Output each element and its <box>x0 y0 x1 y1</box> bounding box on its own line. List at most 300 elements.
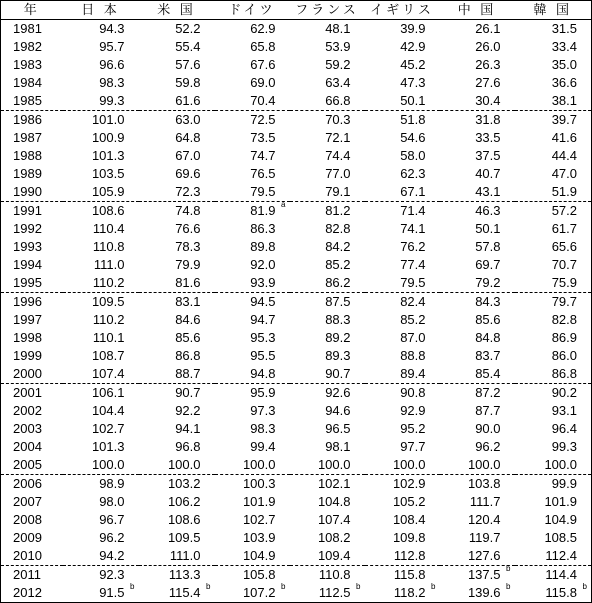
index-value: 100.0 <box>242 457 276 472</box>
year-cell: 1981 <box>13 21 42 36</box>
index-value: 104.9 <box>242 548 276 563</box>
index-value: 81.6 <box>175 275 201 290</box>
index-value: 103.5 <box>91 166 125 181</box>
usa-value-cell <box>139 274 215 293</box>
uk-value-cell <box>365 111 440 130</box>
index-value: 99.9 <box>551 476 577 491</box>
index-value: 76.6 <box>175 221 201 236</box>
usa-value-cell <box>139 38 215 56</box>
year-cell: 1997 <box>13 312 42 327</box>
index-value: 78.3 <box>175 239 201 254</box>
index-value: 88.3 <box>325 312 351 327</box>
header-uk: イギリス <box>365 1 440 20</box>
germany-value-cell <box>215 311 290 329</box>
index-value: 76.2 <box>400 239 426 254</box>
france-value-cell <box>290 456 365 475</box>
index-value: 93.9 <box>250 275 276 290</box>
index-value: 63.4 <box>325 75 351 90</box>
china-value-cell <box>440 274 515 293</box>
china-value-cell <box>440 384 515 403</box>
usa-value-cell <box>139 311 215 329</box>
index-value: 94.8 <box>250 366 276 381</box>
japan-value-cell <box>63 165 139 183</box>
index-value: 103.9 <box>242 530 276 545</box>
index-value: 120.4 <box>467 512 501 527</box>
korea-value-cell <box>515 475 592 494</box>
year-cell: 2002 <box>13 403 42 418</box>
uk-value-cell <box>365 293 440 312</box>
index-value: 95.3 <box>250 330 276 345</box>
index-value: 105.9 <box>91 184 125 199</box>
china-value-cell <box>440 238 515 256</box>
china-value-cell <box>440 165 515 183</box>
table-row <box>1 365 592 384</box>
table-row <box>1 165 592 183</box>
index-value: 89.8 <box>250 239 276 254</box>
index-value: 101.3 <box>91 148 125 163</box>
china-value-cell <box>440 511 515 529</box>
header-korea: 韓 国 <box>515 1 592 20</box>
germany-value-cell <box>215 274 290 293</box>
index-value: 94.2 <box>99 548 125 563</box>
uk-value-cell <box>365 20 440 39</box>
index-value: 75.9 <box>551 275 577 290</box>
index-value: 85.6 <box>175 330 201 345</box>
index-value: 27.6 <box>475 75 501 90</box>
index-value: 89.3 <box>325 348 351 363</box>
index-value: 77.0 <box>325 166 351 181</box>
index-value: 41.6 <box>551 130 577 145</box>
index-value: 83.7 <box>475 348 501 363</box>
korea-value-cell <box>515 311 592 329</box>
usa-value-cell <box>139 56 215 74</box>
index-value: 67.1 <box>400 184 426 199</box>
index-value: 100.0 <box>467 457 501 472</box>
japan-value-cell <box>63 438 139 456</box>
uk-value-cell <box>365 274 440 293</box>
index-value: 100.3 <box>242 476 276 491</box>
index-value: 104.4 <box>91 403 125 418</box>
index-value: 58.0 <box>400 148 426 163</box>
japan-value-cell <box>63 365 139 384</box>
uk-value-cell <box>365 456 440 475</box>
year-cell: 2007 <box>13 494 42 509</box>
index-value: 57.8 <box>475 239 501 254</box>
china-value-cell <box>440 475 515 494</box>
china-value-cell <box>440 256 515 274</box>
index-value: 33.5 <box>475 130 501 145</box>
index-value: 69.6 <box>175 166 201 181</box>
table-row <box>1 511 592 529</box>
germany-value-cell <box>215 365 290 384</box>
germany-value-cell <box>215 129 290 147</box>
index-value: 100.0 <box>544 457 577 472</box>
uk-value-cell <box>365 547 440 566</box>
germany-value-cell <box>215 493 290 511</box>
index-value: 90.7 <box>175 385 201 400</box>
table-row <box>1 38 592 56</box>
table-row <box>1 74 592 92</box>
germany-value-cell <box>215 584 290 603</box>
japan-value-cell <box>63 92 139 111</box>
index-value: 26.1 <box>475 21 501 36</box>
index-value: 105.2 <box>392 494 426 509</box>
germany-value-cell <box>215 183 290 202</box>
france-value-cell <box>290 566 365 585</box>
footnote-marker: b <box>356 582 361 591</box>
index-value: 96.4 <box>551 421 577 436</box>
index-value: 111.7 <box>469 494 501 509</box>
france-value-cell <box>290 402 365 420</box>
year-cell: 1986 <box>13 112 42 127</box>
germany-value-cell <box>215 38 290 56</box>
japan-value-cell <box>63 38 139 56</box>
year-cell: 2012 <box>13 585 42 600</box>
index-value: 100.0 <box>392 457 426 472</box>
index-value: 86.3 <box>250 221 276 236</box>
germany-value-cell <box>215 529 290 547</box>
index-value: 99.3 <box>99 93 125 108</box>
index-value: 94.1 <box>175 421 201 436</box>
korea-value-cell <box>515 529 592 547</box>
table-row <box>1 129 592 147</box>
index-value: 109.5 <box>91 294 125 309</box>
index-value: 35.0 <box>551 57 577 72</box>
china-value-cell <box>440 56 515 74</box>
index-value: 104.8 <box>317 494 351 509</box>
france-value-cell <box>290 493 365 511</box>
index-value: 70.3 <box>325 112 351 127</box>
index-value: 69.7 <box>475 257 501 272</box>
usa-value-cell <box>139 293 215 312</box>
usa-value-cell <box>139 129 215 147</box>
korea-value-cell <box>515 256 592 274</box>
year-cell: 1999 <box>13 348 42 363</box>
index-value: 70.7 <box>551 257 577 272</box>
index-value: 112.8 <box>393 548 426 563</box>
usa-value-cell <box>139 547 215 566</box>
index-value: 65.8 <box>250 39 276 54</box>
index-value: 72.3 <box>175 184 201 199</box>
year-cell: 2001 <box>13 385 42 400</box>
france-value-cell <box>290 56 365 74</box>
china-value-cell <box>440 147 515 165</box>
france-value-cell <box>290 147 365 165</box>
table-row <box>1 311 592 329</box>
germany-value-cell <box>215 547 290 566</box>
index-value: 86.2 <box>325 275 351 290</box>
korea-value-cell <box>515 38 592 56</box>
index-value: 101.0 <box>91 112 125 127</box>
index-value: 81.2 <box>325 203 351 218</box>
index-value: 109.8 <box>392 530 426 545</box>
index-value: 101.3 <box>91 439 125 454</box>
index-value: 93.1 <box>551 403 577 418</box>
table-row <box>1 438 592 456</box>
china-value-cell <box>440 365 515 384</box>
usa-value-cell <box>139 584 215 603</box>
index-value: 88.7 <box>175 366 201 381</box>
index-value: 98.0 <box>99 494 125 509</box>
index-value: 54.6 <box>400 130 426 145</box>
uk-value-cell <box>365 129 440 147</box>
usa-value-cell <box>139 220 215 238</box>
table-row <box>1 256 592 274</box>
index-value: 95.2 <box>400 421 426 436</box>
germany-value-cell <box>215 20 290 39</box>
index-value: 40.7 <box>475 166 501 181</box>
table-row <box>1 566 592 585</box>
index-value: 105.8 <box>242 567 276 582</box>
index-value: 84.6 <box>175 312 201 327</box>
japan-value-cell <box>63 329 139 347</box>
index-value: 39.7 <box>551 112 577 127</box>
korea-value-cell <box>515 183 592 202</box>
china-value-cell <box>440 20 515 39</box>
germany-value-cell <box>215 329 290 347</box>
index-value: 115.8 <box>393 567 426 582</box>
france-value-cell <box>290 384 365 403</box>
korea-value-cell <box>515 20 592 39</box>
year-cell: 1993 <box>13 239 42 254</box>
japan-value-cell <box>63 238 139 256</box>
index-value: 94.6 <box>325 403 351 418</box>
index-value: 84.2 <box>325 239 351 254</box>
china-value-cell <box>440 584 515 603</box>
korea-value-cell <box>515 202 592 221</box>
index-value: 108.4 <box>392 512 426 527</box>
table-row <box>1 20 592 39</box>
france-value-cell <box>290 547 365 566</box>
index-value: 81.9 <box>250 203 276 218</box>
index-value: 89.2 <box>325 330 351 345</box>
year-cell: 2005 <box>1 456 63 475</box>
year-cell: 1991 <box>13 203 42 218</box>
germany-value-cell <box>215 293 290 312</box>
france-value-cell <box>290 475 365 494</box>
china-value-cell <box>440 547 515 566</box>
index-value: 62.9 <box>250 21 276 36</box>
france-value-cell <box>290 293 365 312</box>
uk-value-cell <box>365 566 440 585</box>
korea-value-cell <box>515 165 592 183</box>
index-value: 103.8 <box>467 476 501 491</box>
index-value: 39.9 <box>400 21 426 36</box>
usa-value-cell <box>139 256 215 274</box>
index-value: 96.6 <box>99 57 125 72</box>
index-value: 96.7 <box>99 512 125 527</box>
uk-value-cell <box>365 238 440 256</box>
usa-value-cell <box>139 165 215 183</box>
usa-value-cell <box>139 347 215 365</box>
index-value: 90.8 <box>400 385 426 400</box>
year-cell: 1983 <box>13 57 42 72</box>
index-value: 82.8 <box>325 221 351 236</box>
uk-value-cell <box>365 56 440 74</box>
index-value: 99.3 <box>551 439 577 454</box>
uk-value-cell <box>365 220 440 238</box>
france-value-cell <box>290 347 365 365</box>
japan-value-cell <box>63 475 139 494</box>
japan-value-cell <box>63 202 139 221</box>
header-france: フランス <box>290 1 365 20</box>
index-value: 85.6 <box>475 312 501 327</box>
japan-value-cell <box>63 293 139 312</box>
china-value-cell <box>440 456 515 475</box>
japan-value-cell <box>63 256 139 274</box>
header-germany: ドイツ <box>215 1 290 20</box>
table-row <box>1 402 592 420</box>
footnote-marker: b <box>130 582 135 591</box>
index-value: 108.6 <box>91 203 125 218</box>
korea-value-cell <box>515 56 592 74</box>
index-value: 74.8 <box>175 203 201 218</box>
index-value: 97.3 <box>250 403 276 418</box>
index-value: 92.6 <box>325 385 351 400</box>
japan-value-cell <box>63 347 139 365</box>
china-value-cell <box>440 183 515 202</box>
france-value-cell <box>290 165 365 183</box>
index-value: 79.5 <box>250 184 276 199</box>
korea-value-cell <box>515 493 592 511</box>
france-value-cell <box>290 365 365 384</box>
index-value: 90.2 <box>551 385 577 400</box>
china-value-cell <box>440 529 515 547</box>
index-value: 102.9 <box>392 476 426 491</box>
usa-value-cell <box>139 147 215 165</box>
index-value: 74.7 <box>250 148 276 163</box>
index-value: 111.0 <box>169 548 201 563</box>
index-value: 94.3 <box>99 21 125 36</box>
usa-value-cell <box>139 238 215 256</box>
france-value-cell <box>290 74 365 92</box>
japan-value-cell <box>63 402 139 420</box>
index-value: 102.1 <box>317 476 351 491</box>
korea-value-cell <box>515 111 592 130</box>
index-value: 139.6 <box>467 585 501 600</box>
index-value: 36.6 <box>551 75 577 90</box>
index-value: 98.3 <box>99 75 125 90</box>
index-value: 74.4 <box>325 148 351 163</box>
japan-value-cell <box>63 420 139 438</box>
korea-value-cell <box>515 584 592 603</box>
uk-value-cell <box>365 493 440 511</box>
usa-value-cell <box>139 384 215 403</box>
korea-value-cell <box>515 74 592 92</box>
index-value: 98.9 <box>99 476 125 491</box>
footnote-marker: b <box>206 582 211 591</box>
france-value-cell <box>290 238 365 256</box>
index-value: 57.2 <box>551 203 577 218</box>
year-cell: 1992 <box>13 221 42 236</box>
usa-value-cell <box>139 111 215 130</box>
germany-value-cell <box>215 384 290 403</box>
index-value: 67.0 <box>175 148 201 163</box>
france-value-cell <box>290 202 365 221</box>
index-value: 98.3 <box>250 421 276 436</box>
index-value: 110.8 <box>318 567 351 582</box>
korea-value-cell <box>515 365 592 384</box>
index-value: 97.7 <box>400 439 426 454</box>
index-value: 95.5 <box>250 348 276 363</box>
usa-value-cell <box>139 92 215 111</box>
index-value: 108.6 <box>167 512 201 527</box>
germany-value-cell <box>215 438 290 456</box>
header-usa: 米 国 <box>139 1 215 20</box>
index-value: 79.9 <box>175 257 201 272</box>
france-value-cell <box>290 420 365 438</box>
japan-value-cell <box>63 547 139 566</box>
korea-value-cell <box>515 274 592 293</box>
index-value: 70.4 <box>250 93 276 108</box>
index-value: 114.4 <box>545 567 577 582</box>
index-value: 33.4 <box>551 39 577 54</box>
footnote-marker: b <box>506 582 511 591</box>
index-value: 79.2 <box>475 275 501 290</box>
index-value: 84.3 <box>475 294 501 309</box>
footnote-marker: b <box>506 564 511 573</box>
index-value: 50.1 <box>475 221 501 236</box>
index-value: 95.7 <box>99 39 125 54</box>
index-value: 66.8 <box>325 93 351 108</box>
index-value: 74.1 <box>400 221 426 236</box>
korea-value-cell <box>515 147 592 165</box>
uk-value-cell <box>365 202 440 221</box>
index-value: 87.7 <box>475 403 501 418</box>
japan-value-cell <box>63 20 139 39</box>
year-cell: 1982 <box>13 39 42 54</box>
index-value: 86.0 <box>551 348 577 363</box>
index-value: 67.6 <box>250 57 276 72</box>
france-value-cell <box>290 329 365 347</box>
header-china: 中 国 <box>440 1 515 20</box>
index-value: 109.4 <box>317 548 351 563</box>
index-value: 44.4 <box>551 148 577 163</box>
index-value: 55.4 <box>175 39 201 54</box>
index-value: 51.9 <box>551 184 577 199</box>
index-value: 43.1 <box>475 184 501 199</box>
usa-value-cell <box>139 20 215 39</box>
footnote-marker: a <box>281 200 286 209</box>
china-value-cell <box>440 220 515 238</box>
uk-value-cell <box>365 311 440 329</box>
uk-value-cell <box>365 384 440 403</box>
germany-value-cell <box>215 511 290 529</box>
index-value: 46.3 <box>475 203 501 218</box>
table-row <box>1 56 592 74</box>
usa-value-cell <box>139 456 215 475</box>
index-value: 102.7 <box>242 512 276 527</box>
table-row <box>1 547 592 566</box>
usa-value-cell <box>139 183 215 202</box>
korea-value-cell <box>515 547 592 566</box>
year-cell: 2000 <box>1 365 63 384</box>
uk-value-cell <box>365 347 440 365</box>
germany-value-cell <box>215 92 290 111</box>
germany-value-cell <box>215 220 290 238</box>
index-value: 51.8 <box>400 112 426 127</box>
usa-value-cell <box>139 365 215 384</box>
usa-value-cell <box>139 438 215 456</box>
japan-value-cell <box>63 311 139 329</box>
index-value: 100.0 <box>317 457 351 472</box>
uk-value-cell <box>365 183 440 202</box>
korea-value-cell <box>515 438 592 456</box>
table-row <box>1 220 592 238</box>
year-cell: 2008 <box>13 512 42 527</box>
france-value-cell <box>290 529 365 547</box>
year-cell: 1987 <box>13 130 42 145</box>
